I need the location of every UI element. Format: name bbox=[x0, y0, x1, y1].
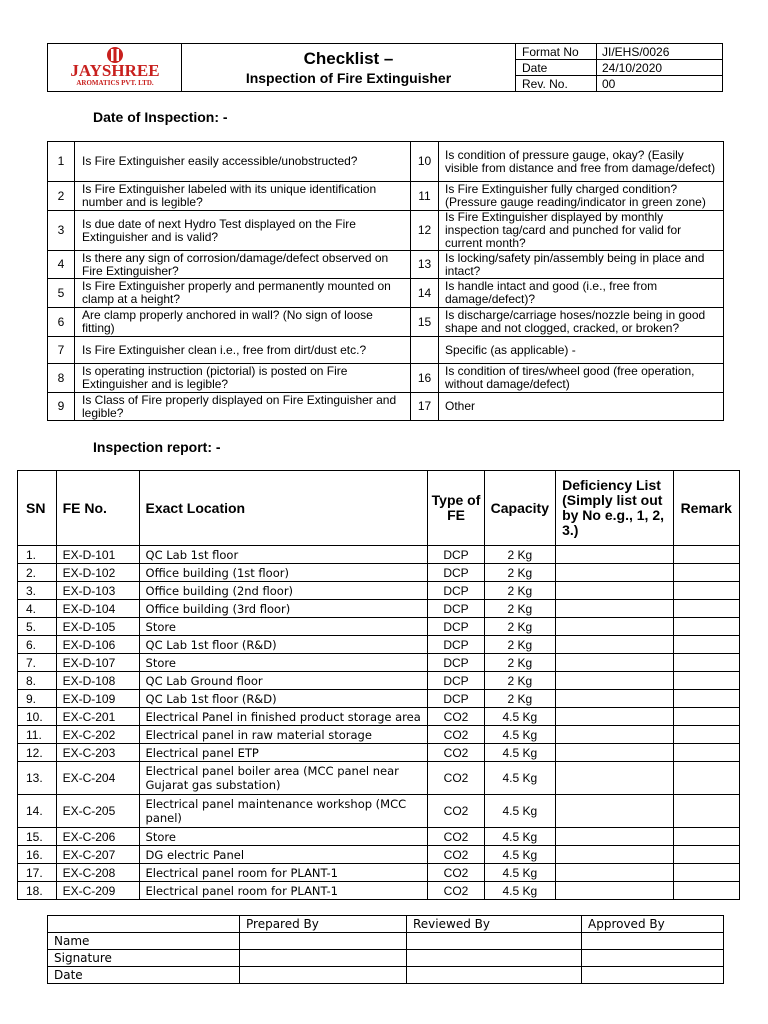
report-row bbox=[18, 690, 740, 708]
cell-location: QC Lab 1st floor (R&D) bbox=[139, 636, 428, 654]
cell-sn: 8. bbox=[18, 672, 57, 690]
cell-fe-no: EX-C-204 bbox=[56, 762, 139, 795]
cell-fe-no: EX-C-208 bbox=[56, 864, 139, 882]
col-header-remark: Remark bbox=[673, 471, 740, 546]
checklist-number: 9 bbox=[48, 393, 75, 421]
checklist-question: Other bbox=[439, 393, 724, 421]
cell-deficiency[interactable] bbox=[556, 846, 673, 864]
cell-type: CO2 bbox=[428, 882, 484, 900]
cell-capacity: 2 Kg bbox=[484, 690, 556, 708]
cell-location: QC Lab 1st floor (R&D) bbox=[139, 690, 428, 708]
report-row bbox=[18, 795, 740, 828]
cell-capacity: 2 Kg bbox=[484, 672, 556, 690]
col-header-capacity: Capacity bbox=[484, 471, 556, 546]
signoff-entry-cell[interactable] bbox=[582, 950, 724, 967]
cell-remark[interactable] bbox=[673, 864, 740, 882]
cell-type: CO2 bbox=[428, 708, 484, 726]
cell-fe-no: EX-C-207 bbox=[56, 846, 139, 864]
cell-deficiency[interactable] bbox=[556, 690, 673, 708]
cell-deficiency[interactable] bbox=[556, 795, 673, 828]
cell-sn: 1. bbox=[18, 546, 57, 564]
cell-location: Electrical Panel in finished product storage area bbox=[139, 708, 428, 726]
cell-capacity: 4.5 Kg bbox=[484, 882, 556, 900]
checklist-row bbox=[48, 364, 724, 393]
checklist-number bbox=[411, 337, 439, 364]
cell-type: DCP bbox=[428, 582, 484, 600]
report-row bbox=[18, 846, 740, 864]
checklist-table bbox=[47, 141, 724, 421]
checklist-question: Is discharge/carriage hoses/nozzle being in good shape and not clogged, cracked, or broken? bbox=[439, 308, 724, 337]
signoff-row-label: Name bbox=[48, 933, 240, 950]
cell-remark[interactable] bbox=[673, 882, 740, 900]
cell-remark[interactable] bbox=[673, 654, 740, 672]
checklist-row bbox=[48, 211, 724, 251]
signoff-row-label: Date bbox=[48, 967, 240, 984]
cell-remark[interactable] bbox=[673, 672, 740, 690]
cell-remark[interactable] bbox=[673, 618, 740, 636]
checklist-number: 6 bbox=[48, 308, 75, 337]
cell-remark[interactable] bbox=[673, 828, 740, 846]
report-row bbox=[18, 708, 740, 726]
cell-type: CO2 bbox=[428, 795, 484, 828]
cell-fe-no: EX-D-102 bbox=[56, 564, 139, 582]
cell-type: CO2 bbox=[428, 864, 484, 882]
cell-fe-no: EX-D-105 bbox=[56, 618, 139, 636]
cell-capacity: 2 Kg bbox=[484, 564, 556, 582]
checklist-number: 4 bbox=[48, 251, 75, 279]
checklist-question: Is Fire Extinguisher labeled with its unique identification number and is legible? bbox=[75, 182, 411, 211]
signoff-row bbox=[48, 967, 724, 984]
report-header-row bbox=[18, 471, 740, 546]
inspection-report-label: Inspection report: - bbox=[93, 439, 221, 455]
checklist-number: 15 bbox=[411, 308, 439, 337]
cell-location: Electrical panel room for PLANT-1 bbox=[139, 882, 428, 900]
checklist-question: Is there any sign of corrosion/damage/defect observed on Fire Extinguisher? bbox=[75, 251, 411, 279]
cell-fe-no: EX-D-109 bbox=[56, 690, 139, 708]
report-row bbox=[18, 864, 740, 882]
cell-location: Store bbox=[139, 618, 428, 636]
cell-type: DCP bbox=[428, 564, 484, 582]
cell-location: QC Lab Ground floor bbox=[139, 672, 428, 690]
checklist-question: Is condition of pressure gauge, okay? (Easily visible from distance and free from damage/defect) bbox=[439, 142, 724, 182]
meta-key: Format No bbox=[516, 44, 597, 60]
document-title: Checklist – bbox=[303, 48, 394, 68]
cell-type: DCP bbox=[428, 672, 484, 690]
cell-remark[interactable] bbox=[673, 582, 740, 600]
cell-deficiency[interactable] bbox=[556, 708, 673, 726]
cell-sn: 14. bbox=[18, 795, 57, 828]
checklist-row bbox=[48, 279, 724, 308]
cell-deficiency[interactable] bbox=[556, 744, 673, 762]
cell-location: Store bbox=[139, 654, 428, 672]
company-logo bbox=[48, 44, 182, 92]
checklist-question: Is Fire Extinguisher properly and permanently mounted on clamp at a height? bbox=[75, 279, 411, 308]
checklist-question: Is operating instruction (pictorial) is posted on Fire Extinguisher and is legible? bbox=[75, 364, 411, 393]
meta-value: 00 bbox=[597, 76, 723, 92]
cell-deficiency[interactable] bbox=[556, 564, 673, 582]
checklist-question: Is locking/safety pin/assembly being in place and intact? bbox=[439, 251, 724, 279]
document-subtitle: Inspection of Fire Extinguisher bbox=[245, 69, 452, 86]
checklist-row bbox=[48, 337, 724, 364]
cell-capacity: 4.5 Kg bbox=[484, 708, 556, 726]
cell-sn: 4. bbox=[18, 600, 57, 618]
meta-key: Date bbox=[516, 60, 597, 76]
cell-location: Office building (2nd floor) bbox=[139, 582, 428, 600]
col-header-fe-no: FE No. bbox=[56, 471, 139, 546]
col-header-sn: SN bbox=[18, 471, 57, 546]
checklist-number: 8 bbox=[48, 364, 75, 393]
signoff-entry-cell[interactable] bbox=[240, 950, 407, 967]
checklist-number: 11 bbox=[411, 182, 439, 211]
cell-location: QC Lab 1st floor bbox=[139, 546, 428, 564]
checklist-row bbox=[48, 251, 724, 279]
cell-type: DCP bbox=[428, 690, 484, 708]
report-row bbox=[18, 672, 740, 690]
cell-fe-no: EX-D-103 bbox=[56, 582, 139, 600]
cell-sn: 2. bbox=[18, 564, 57, 582]
cell-remark[interactable] bbox=[673, 744, 740, 762]
cell-fe-no: EX-D-104 bbox=[56, 600, 139, 618]
checklist-number: 1 bbox=[48, 142, 75, 182]
cell-location: Office building (1st floor) bbox=[139, 564, 428, 582]
cell-capacity: 4.5 Kg bbox=[484, 795, 556, 828]
cell-deficiency[interactable] bbox=[556, 672, 673, 690]
checklist-question: Is handle intact and good (i.e., free from damage/defect)? bbox=[439, 279, 724, 308]
signoff-header-row bbox=[48, 916, 724, 933]
cell-location: Electrical panel maintenance workshop (MCC panel) bbox=[139, 795, 428, 828]
cell-fe-no: EX-D-101 bbox=[56, 546, 139, 564]
checklist-question: Specific (as applicable) - bbox=[439, 337, 724, 364]
cell-remark[interactable] bbox=[673, 846, 740, 864]
cell-sn: 12. bbox=[18, 744, 57, 762]
cell-type: DCP bbox=[428, 618, 484, 636]
checklist-row bbox=[48, 182, 724, 211]
cell-location: Electrical panel room for PLANT-1 bbox=[139, 864, 428, 882]
cell-fe-no: EX-C-201 bbox=[56, 708, 139, 726]
cell-capacity: 2 Kg bbox=[484, 654, 556, 672]
col-header-type: Type of FE bbox=[428, 471, 484, 546]
cell-sn: 7. bbox=[18, 654, 57, 672]
cell-type: DCP bbox=[428, 546, 484, 564]
report-row bbox=[18, 582, 740, 600]
signoff-row bbox=[48, 933, 724, 950]
signoff-column-header: Reviewed By bbox=[407, 916, 582, 933]
cell-capacity: 4.5 Kg bbox=[484, 744, 556, 762]
report-row bbox=[18, 546, 740, 564]
cell-capacity: 4.5 Kg bbox=[484, 828, 556, 846]
cell-deficiency[interactable] bbox=[556, 726, 673, 744]
cell-deficiency[interactable] bbox=[556, 618, 673, 636]
cell-fe-no: EX-C-206 bbox=[56, 828, 139, 846]
cell-remark[interactable] bbox=[673, 636, 740, 654]
cell-sn: 11. bbox=[18, 726, 57, 744]
cell-type: CO2 bbox=[428, 762, 484, 795]
cell-location: Electrical panel ETP bbox=[139, 744, 428, 762]
signoff-column-header: Approved By bbox=[582, 916, 724, 933]
signoff-row bbox=[48, 950, 724, 967]
cell-type: CO2 bbox=[428, 846, 484, 864]
logo-emblem-icon bbox=[55, 45, 175, 87]
cell-remark[interactable] bbox=[673, 726, 740, 744]
meta-key: Rev. No. bbox=[516, 76, 597, 92]
cell-sn: 10. bbox=[18, 708, 57, 726]
checklist-number: 13 bbox=[411, 251, 439, 279]
cell-sn: 13. bbox=[18, 762, 57, 795]
checklist-row bbox=[48, 308, 724, 337]
cell-deficiency[interactable] bbox=[556, 828, 673, 846]
cell-location: DG electric Panel bbox=[139, 846, 428, 864]
cell-remark[interactable] bbox=[673, 762, 740, 795]
cell-type: CO2 bbox=[428, 828, 484, 846]
cell-fe-no: EX-C-202 bbox=[56, 726, 139, 744]
signoff-entry-cell[interactable] bbox=[240, 967, 407, 984]
cell-fe-no: EX-C-209 bbox=[56, 882, 139, 900]
report-row bbox=[18, 726, 740, 744]
col-header-location: Exact Location bbox=[139, 471, 428, 546]
cell-sn: 9. bbox=[18, 690, 57, 708]
cell-capacity: 2 Kg bbox=[484, 636, 556, 654]
cell-remark[interactable] bbox=[673, 690, 740, 708]
checklist-question: Are clamp properly anchored in wall? (No sign of loose fitting) bbox=[75, 308, 411, 337]
inspection-report-table bbox=[17, 470, 740, 900]
cell-type: DCP bbox=[428, 600, 484, 618]
cell-capacity: 4.5 Kg bbox=[484, 726, 556, 744]
cell-fe-no: EX-D-108 bbox=[56, 672, 139, 690]
cell-remark[interactable] bbox=[673, 795, 740, 828]
checklist-number: 14 bbox=[411, 279, 439, 308]
document-header bbox=[47, 43, 723, 92]
cell-deficiency[interactable] bbox=[556, 864, 673, 882]
cell-location: Store bbox=[139, 828, 428, 846]
report-row bbox=[18, 564, 740, 582]
document-title-cell bbox=[182, 44, 516, 92]
report-row bbox=[18, 744, 740, 762]
checklist-question: Is Fire Extinguisher clean i.e., free from dirt/dust etc.? bbox=[75, 337, 411, 364]
logo-tagline: AROMATICS PVT. LTD. bbox=[75, 79, 154, 87]
signoff-row-label: Signature bbox=[48, 950, 240, 967]
checklist-question: Is Fire Extinguisher fully charged condition? (Pressure gauge reading/indicator in green zone) bbox=[439, 182, 724, 211]
meta-value: 24/10/2020 bbox=[597, 60, 723, 76]
cell-fe-no: EX-C-205 bbox=[56, 795, 139, 828]
checklist-number: 12 bbox=[411, 211, 439, 251]
cell-sn: 5. bbox=[18, 618, 57, 636]
col-header-deficiency: Deficiency List (Simply list out by No e.g., 1, 2, 3.) bbox=[556, 471, 673, 546]
cell-remark[interactable] bbox=[673, 546, 740, 564]
checklist-question: Is condition of tires/wheel good (free operation, without damage/defect) bbox=[439, 364, 724, 393]
cell-capacity: 4.5 Kg bbox=[484, 762, 556, 795]
cell-type: CO2 bbox=[428, 726, 484, 744]
checklist-number: 17 bbox=[411, 393, 439, 421]
cell-remark[interactable] bbox=[673, 708, 740, 726]
cell-location: Electrical panel in raw material storage bbox=[139, 726, 428, 744]
cell-sn: 15. bbox=[18, 828, 57, 846]
report-row bbox=[18, 882, 740, 900]
cell-remark[interactable] bbox=[673, 600, 740, 618]
signoff-entry-cell[interactable] bbox=[407, 967, 582, 984]
cell-capacity: 2 Kg bbox=[484, 546, 556, 564]
signoff-column-header: Prepared By bbox=[240, 916, 407, 933]
cell-sn: 18. bbox=[18, 882, 57, 900]
checklist-number: 3 bbox=[48, 211, 75, 251]
cell-capacity: 4.5 Kg bbox=[484, 846, 556, 864]
cell-deficiency[interactable] bbox=[556, 546, 673, 564]
logo-name: JAYSHREE bbox=[69, 61, 160, 80]
checklist-number: 16 bbox=[411, 364, 439, 393]
checklist-number: 7 bbox=[48, 337, 75, 364]
meta-value: JI/EHS/0026 bbox=[597, 44, 723, 60]
cell-sn: 16. bbox=[18, 846, 57, 864]
report-row bbox=[18, 828, 740, 846]
cell-capacity: 2 Kg bbox=[484, 582, 556, 600]
signoff-entry-cell[interactable] bbox=[582, 967, 724, 984]
cell-fe-no: EX-D-106 bbox=[56, 636, 139, 654]
checklist-number: 10 bbox=[411, 142, 439, 182]
cell-deficiency[interactable] bbox=[556, 762, 673, 795]
cell-capacity: 2 Kg bbox=[484, 600, 556, 618]
cell-sn: 3. bbox=[18, 582, 57, 600]
cell-type: DCP bbox=[428, 654, 484, 672]
cell-type: CO2 bbox=[428, 744, 484, 762]
cell-fe-no: EX-C-203 bbox=[56, 744, 139, 762]
signoff-entry-cell[interactable] bbox=[407, 950, 582, 967]
signoff-column-header bbox=[48, 916, 240, 933]
checklist-question: Is Fire Extinguisher easily accessible/unobstructed? bbox=[75, 142, 411, 182]
report-row bbox=[18, 618, 740, 636]
cell-location: Office building (3rd floor) bbox=[139, 600, 428, 618]
signoff-table bbox=[47, 915, 724, 984]
signoff-entry-cell[interactable] bbox=[582, 933, 724, 950]
checklist-row bbox=[48, 142, 724, 182]
cell-deficiency[interactable] bbox=[556, 636, 673, 654]
cell-remark[interactable] bbox=[673, 564, 740, 582]
checklist-question: Is Class of Fire properly displayed on Fire Extinguisher and legible? bbox=[75, 393, 411, 421]
checklist-number: 5 bbox=[48, 279, 75, 308]
signoff-entry-cell[interactable] bbox=[240, 933, 407, 950]
cell-fe-no: EX-D-107 bbox=[56, 654, 139, 672]
checklist-row bbox=[48, 393, 724, 421]
report-row bbox=[18, 636, 740, 654]
cell-deficiency[interactable] bbox=[556, 654, 673, 672]
cell-type: DCP bbox=[428, 636, 484, 654]
report-row bbox=[18, 600, 740, 618]
cell-deficiency[interactable] bbox=[556, 582, 673, 600]
cell-capacity: 4.5 Kg bbox=[484, 864, 556, 882]
cell-capacity: 2 Kg bbox=[484, 618, 556, 636]
report-row bbox=[18, 654, 740, 672]
cell-deficiency[interactable] bbox=[556, 882, 673, 900]
checklist-question: Is due date of next Hydro Test displayed on the Fire Extinguisher and is valid? bbox=[75, 211, 411, 251]
cell-sn: 17. bbox=[18, 864, 57, 882]
cell-location: Electrical panel boiler area (MCC panel near Gujarat gas substation) bbox=[139, 762, 428, 795]
cell-deficiency[interactable] bbox=[556, 600, 673, 618]
date-of-inspection-label: Date of Inspection: - bbox=[93, 109, 228, 125]
signoff-entry-cell[interactable] bbox=[407, 933, 582, 950]
checklist-question: Is Fire Extinguisher displayed by monthly inspection tag/card and punched for valid for current month? bbox=[439, 211, 724, 251]
checklist-number: 2 bbox=[48, 182, 75, 211]
cell-sn: 6. bbox=[18, 636, 57, 654]
report-row bbox=[18, 762, 740, 795]
